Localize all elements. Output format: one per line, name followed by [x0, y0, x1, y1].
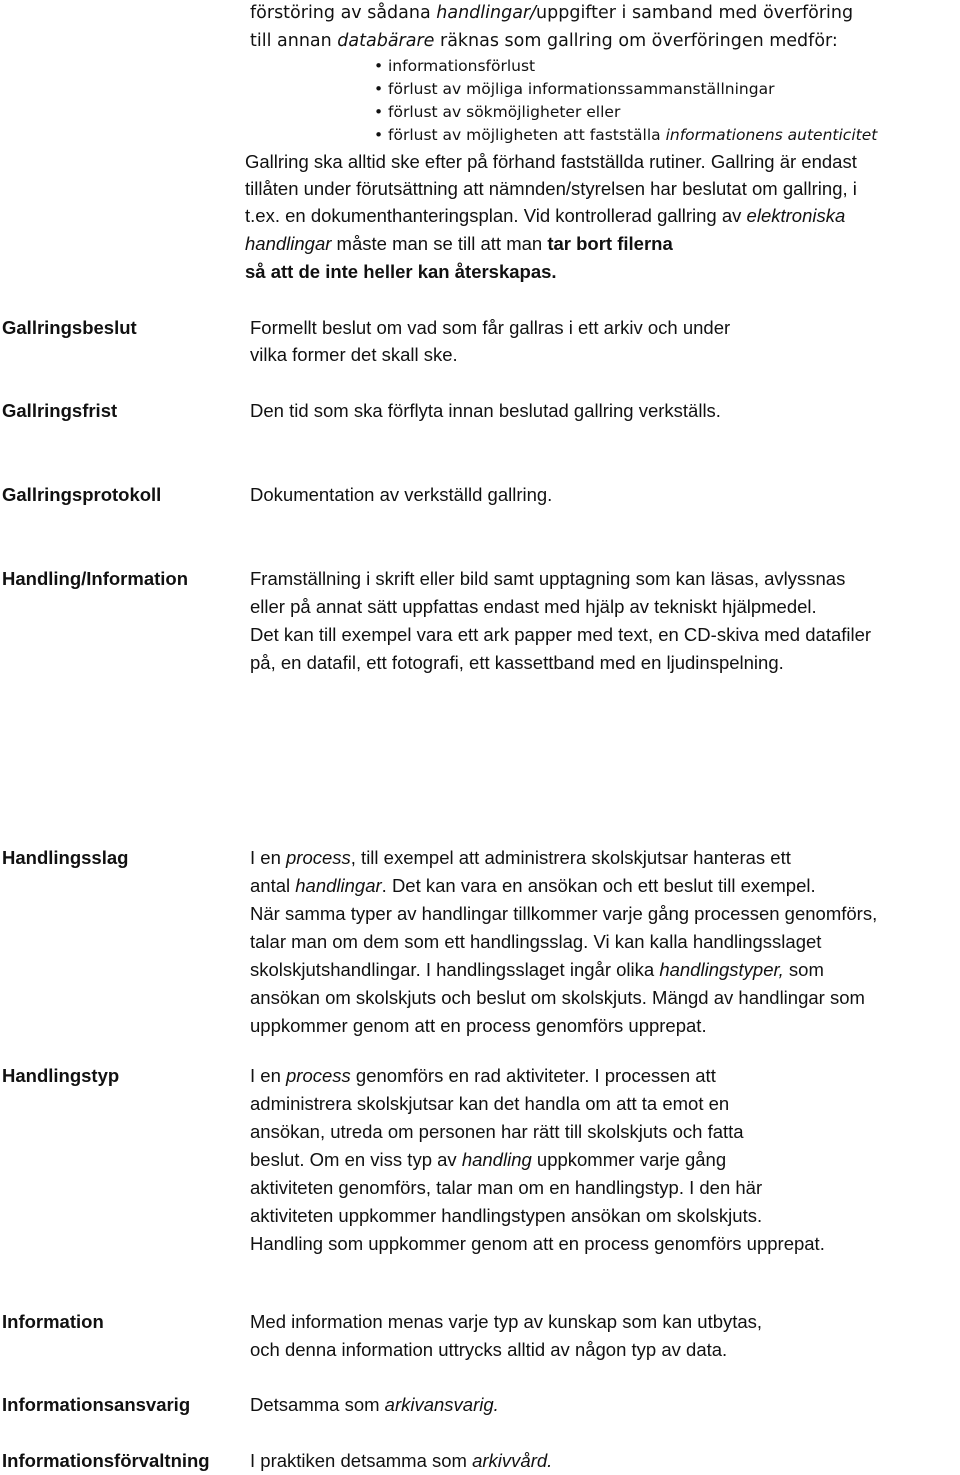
definition-line: Framställning i skrift eller bild samt upptagning som kan läsas, avlyssnas: [250, 568, 846, 589]
intro-paragraph-line: Gallring ska alltid ske efter på förhand fastställda rutiner. Gallring är endast: [245, 151, 857, 172]
bullet-item: • förlust av möjligheten att fastställa informationens autenticitet: [388, 124, 877, 146]
definition-line: och denna information uttrycks alltid av någon typ av data.: [250, 1339, 728, 1360]
term-gallringsfrist: Gallringsfrist: [2, 400, 118, 421]
definition-line: Formellt beslut om vad som får gallras i ett arkiv och under: [250, 317, 731, 338]
definition-line: på, en datafil, ett fotografi, ett kassettband med en ljudinspelning.: [250, 652, 784, 673]
definition-line: I praktiken detsamma som arkivvård.: [250, 1450, 553, 1471]
definition-line: När samma typer av handlingar tillkommer varje gång processen genomförs,: [250, 903, 878, 924]
definition-line: vilka former det skall ske.: [250, 344, 458, 365]
definition-line: Den tid som ska förflyta innan beslutad gallring verkställs.: [250, 400, 721, 421]
bullet-item: • förlust av möjliga informationssammanställningar: [388, 78, 774, 100]
term-information: Information: [2, 1311, 104, 1332]
intro-line-2: till annan databärare räknas som gallring om överföringen medför:: [250, 31, 838, 51]
term-informationsansvarig: Informationsansvarig: [2, 1394, 191, 1415]
definition-line: Detsamma som arkivansvarig.: [250, 1394, 499, 1415]
term-handling-information: Handling/Information: [2, 568, 189, 589]
term-handlingstyp: Handlingstyp: [2, 1065, 120, 1086]
intro-paragraph-line: handlingar måste man se till att man tar bort filerna: [245, 233, 673, 254]
definition-line: I en process genomförs en rad aktiviteter. I processen att: [250, 1065, 716, 1086]
definition-line: Handling som uppkommer genom att en process genomförs upprepat.: [250, 1233, 825, 1254]
definition-line: ansökan om skolskjuts och beslut om skolskjuts. Mängd av handlingar som: [250, 987, 865, 1008]
definition-line: Dokumentation av verkställd gallring.: [250, 484, 553, 505]
definition-line: antal handlingar. Det kan vara en ansökan och ett beslut till exempel.: [250, 875, 816, 896]
definition-line: Med information menas varje typ av kunskap som kan utbytas,: [250, 1311, 763, 1332]
term-gallringsprotokoll: Gallringsprotokoll: [2, 484, 162, 505]
definition-line: skolskjutshandlingar. I handlingsslaget ingår olika handlingstyper, som: [250, 959, 824, 980]
intro-paragraph-line: tillåten under förutsättning att nämnden/styrelsen har beslutat om gallring, i: [245, 178, 857, 199]
term-handlingsslag: Handlingsslag: [2, 847, 129, 868]
bullet-item: • informationsförlust: [388, 55, 535, 77]
definition-line: eller på annat sätt uppfattas endast med hjälp av tekniskt hjälpmedel.: [250, 596, 817, 617]
definition-line: talar man om dem som ett handlingsslag. Vi kan kalla handlingsslaget: [250, 931, 822, 952]
intro-paragraph-line: t.ex. en dokumenthanteringsplan. Vid kontrollerad gallring av elektroniska: [245, 205, 846, 226]
definition-line: I en process, till exempel att administrera skolskjutsar hanteras ett: [250, 847, 791, 868]
definition-line: ansökan, utreda om personen har rätt till skolskjuts och fatta: [250, 1121, 744, 1142]
definition-line: beslut. Om en viss typ av handling uppkommer varje gång: [250, 1149, 727, 1170]
definition-line: uppkommer genom att en process genomförs upprepat.: [250, 1015, 707, 1036]
intro-line-1: förstöring av sådana handlingar/uppgifter i samband med överföring: [250, 3, 854, 23]
bullet-item: • förlust av sökmöjligheter eller: [388, 101, 620, 123]
definition-line: administrera skolskjutsar kan det handla om att ta emot en: [250, 1093, 730, 1114]
intro-paragraph-line: så att de inte heller kan återskapas.: [245, 261, 557, 282]
definition-line: aktiviteten uppkommer handlingstypen ansökan om skolskjuts.: [250, 1205, 763, 1226]
definition-line: aktiviteten genomförs, talar man om en handlingstyp. I den här: [250, 1177, 763, 1198]
term-gallringsbeslut: Gallringsbeslut: [2, 317, 137, 338]
term-informationsforvaltning: Informationsförvaltning: [2, 1450, 210, 1471]
definition-line: Det kan till exempel vara ett ark papper med text, en CD-skiva med datafiler: [250, 624, 872, 645]
